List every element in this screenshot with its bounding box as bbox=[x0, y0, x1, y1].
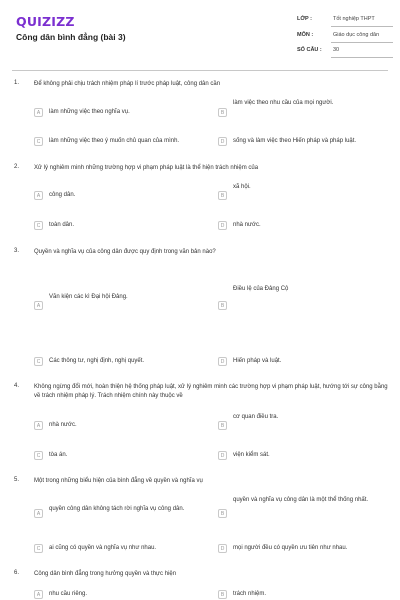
meta-value: 30 bbox=[333, 47, 340, 53]
quizizz-logo: QUIZIZZ bbox=[16, 14, 75, 29]
option-text: làm những việc theo ý muốn chủ quan của mình. bbox=[49, 138, 180, 144]
option-text: trách nhiệm. bbox=[233, 591, 267, 597]
question-text: Xử lý nghiêm minh những trường hợp vi phạm pháp luật là thể hiện trách nhiệm của bbox=[34, 165, 259, 171]
option-text: viện kiểm sát. bbox=[233, 452, 270, 458]
option-text: cơ quan điều tra. bbox=[233, 414, 279, 420]
option-letter: D bbox=[218, 137, 227, 146]
option-letter: A bbox=[34, 590, 43, 599]
option-text: Hiến pháp và luật. bbox=[233, 358, 282, 364]
meta-underline bbox=[331, 42, 393, 43]
option-letter: C bbox=[34, 221, 43, 230]
option-letter: D bbox=[218, 451, 227, 460]
option-letter: B bbox=[218, 191, 227, 200]
option-text: nhu cầu riêng. bbox=[49, 591, 88, 597]
option-text: ai cũng có quyền và nghĩa vụ như nhau. bbox=[49, 545, 157, 551]
meta-value: Giáo dục công dân bbox=[333, 32, 380, 38]
option-letter: C bbox=[34, 357, 43, 366]
question-text: Để không phải chịu trách nhiệm pháp lí trước pháp luật, công dân cần bbox=[34, 81, 221, 87]
option-text: Các thông tư, nghị định, nghị quyết. bbox=[49, 358, 145, 364]
meta-underline bbox=[331, 26, 393, 27]
option-text: Điều lệ của Đảng Cộ bbox=[233, 286, 289, 292]
option-letter: A bbox=[34, 301, 43, 310]
meta-underline bbox=[331, 57, 393, 58]
option-text: công dân. bbox=[49, 192, 76, 198]
option-letter: C bbox=[34, 544, 43, 553]
meta-label: LỚP : bbox=[297, 16, 312, 22]
header-divider bbox=[12, 70, 388, 71]
option-text: Văn kiện các kì Đại hội Đảng. bbox=[49, 294, 128, 300]
option-text: toàn dân. bbox=[49, 222, 75, 228]
option-letter: B bbox=[218, 590, 227, 599]
option-letter: D bbox=[218, 357, 227, 366]
worksheet-header bbox=[0, 0, 400, 70]
meta-label: SỐ CÂU : bbox=[297, 47, 322, 53]
meta-value: Tốt nghiệp THPT bbox=[333, 16, 375, 22]
option-letter: D bbox=[218, 221, 227, 230]
option-letter: B bbox=[218, 421, 227, 430]
meta-label: MÔN : bbox=[297, 32, 314, 38]
option-text: tòa án. bbox=[49, 452, 68, 458]
option-text: nhà nước. bbox=[233, 222, 261, 228]
option-text: quyền và nghĩa vụ công dân là một thể thống nhất. bbox=[233, 497, 369, 503]
option-text: sống và làm việc theo Hiến pháp và pháp luật. bbox=[233, 138, 357, 144]
question-number: 4. bbox=[14, 383, 20, 389]
option-text: làm việc theo nhu cầu của mọi người. bbox=[233, 100, 334, 106]
option-text: nhà nước. bbox=[49, 422, 77, 428]
option-text: mọi người đều có quyền ưu tiên như nhau. bbox=[233, 545, 348, 551]
question-text: Không ngừng đổi mới, hoàn thiện hệ thống pháp luật, xử lý nghiêm minh các trường hợp vi phạm pháp luật, hướng tới sự công bằng về trách nhiệm pháp lý. Trách nhiệm chính này thuộc về bbox=[34, 384, 388, 399]
question-number: 3. bbox=[14, 248, 20, 254]
question-text: Một trong những biểu hiện của bình đẳng về quyền và nghĩa vụ bbox=[34, 478, 203, 484]
option-letter: B bbox=[218, 509, 227, 518]
option-letter: D bbox=[218, 544, 227, 553]
option-letter: B bbox=[218, 301, 227, 310]
option-text: làm những việc theo nghĩa vụ. bbox=[49, 109, 130, 115]
option-letter: C bbox=[34, 451, 43, 460]
question-number: 6. bbox=[14, 570, 20, 576]
option-letter: B bbox=[218, 108, 227, 117]
option-text: xã hội. bbox=[233, 184, 251, 190]
option-letter: A bbox=[34, 108, 43, 117]
question-number: 5. bbox=[14, 477, 20, 483]
option-letter: A bbox=[34, 191, 43, 200]
question-number: 2. bbox=[14, 164, 20, 170]
question-text: Công dân bình đẳng trong hưởng quyền và thực hiện bbox=[34, 571, 177, 577]
question-text: Quyền và nghĩa vụ của công dân được quy định trong văn bản nào? bbox=[34, 249, 216, 255]
option-letter: C bbox=[34, 137, 43, 146]
option-letter: A bbox=[34, 509, 43, 518]
option-letter: A bbox=[34, 421, 43, 430]
option-text: quyền công dân không tách rời nghĩa vụ công dân. bbox=[49, 506, 185, 512]
worksheet-title: Công dân bình đẳng (bài 3) bbox=[16, 32, 126, 42]
question-number: 1. bbox=[14, 80, 20, 86]
